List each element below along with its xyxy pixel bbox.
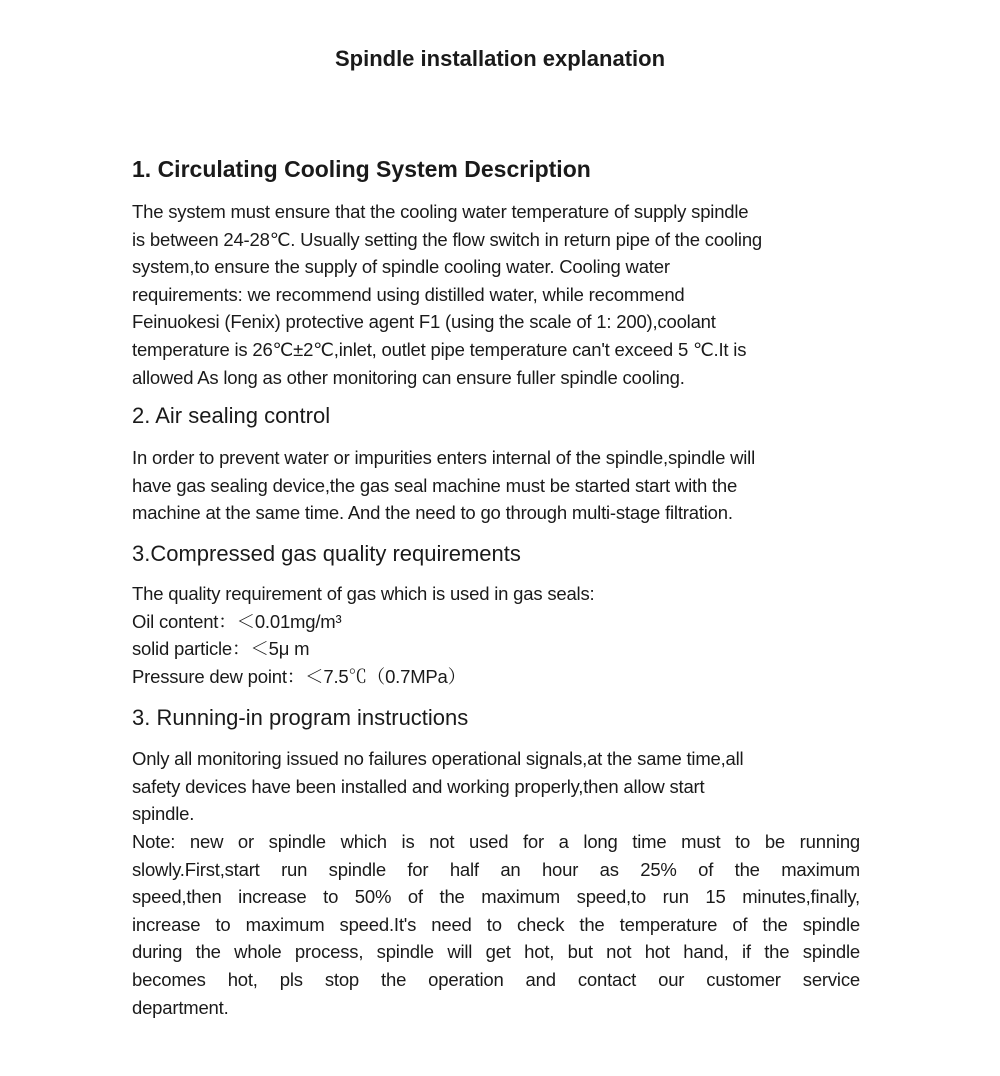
text-line: requirements: we recommend using distilled water, while recommend [132, 283, 685, 305]
cooling-paragraph [132, 198, 860, 391]
text-line: allowed As long as other monitoring can ensure fuller spindle cooling. [132, 366, 685, 388]
text-line: speed,then increase to 50% of the maximum speed,to run 15 minutes,finally, [132, 886, 860, 908]
section-heading-running-in: 3. Running-in program instructions [132, 705, 469, 730]
text-line: Feinuokesi (Fenix) protective agent F1 (using the scale of 1: 200),coolant [132, 311, 716, 333]
text-line: is between 24-28℃. Usually setting the flow switch in return pipe of the cooling [132, 228, 763, 250]
document-title: Spindle installation explanation [334, 46, 666, 71]
dew-point-spec: Pressure dew point：＜7.5℃（0.7MPa） [132, 665, 466, 687]
text-line: system,to ensure the supply of spindle cooling water. Cooling water [132, 256, 670, 278]
text-line: have gas sealing device,the gas seal machine must be started start with the [132, 474, 738, 496]
text-line: The system must ensure that the cooling water temperature of supply spindle [132, 201, 749, 222]
text-line: Note: new or spindle which is not used for a long time must to be running [132, 831, 860, 852]
solid-particle-spec: solid particle：＜5μ m [132, 638, 310, 660]
text-line: machine at the same time. And the need to go through multi-stage filtration. [132, 502, 733, 524]
air-sealing-paragraph [132, 444, 860, 527]
section-heading-gas-quality: 3.Compressed gas quality requirements [132, 541, 521, 566]
text-line: In order to prevent water or impurities enters internal of the spindle,spindle will [132, 447, 755, 468]
text-line: temperature is 26℃±2℃,inlet, outlet pipe temperature can't exceed 5 ℃.It is [132, 338, 747, 360]
text-line: safety devices have been installed and working properly,then allow start [132, 775, 705, 797]
gas-quality-paragraph [132, 580, 860, 690]
text-line: The quality requirement of gas which is used in gas seals: [132, 583, 595, 604]
running-in-paragraph [132, 745, 860, 828]
text-line: department. [132, 996, 229, 1018]
text-line: Only all monitoring issued no failures operational signals,at the same time,all [132, 748, 744, 769]
section-heading-air-sealing: 2. Air sealing control [132, 403, 331, 428]
note-paragraph [132, 828, 860, 1021]
text-line: during the whole process, spindle will get hot, but not hot hand, if the spindle [132, 941, 860, 963]
section-heading-cooling: 1. Circulating Cooling System Description [132, 156, 591, 182]
oil-content-spec: Oil content：＜0.01mg/m³ [132, 610, 342, 632]
text-line: becomes hot, pls stop the operation and contact our customer service [132, 968, 860, 990]
text-line: slowly.First,start run spindle for half an hour as 25% of the maximum [132, 858, 860, 880]
text-line: spindle. [132, 803, 195, 825]
text-line: increase to maximum speed.It's need to check the temperature of the spindle [132, 913, 860, 935]
